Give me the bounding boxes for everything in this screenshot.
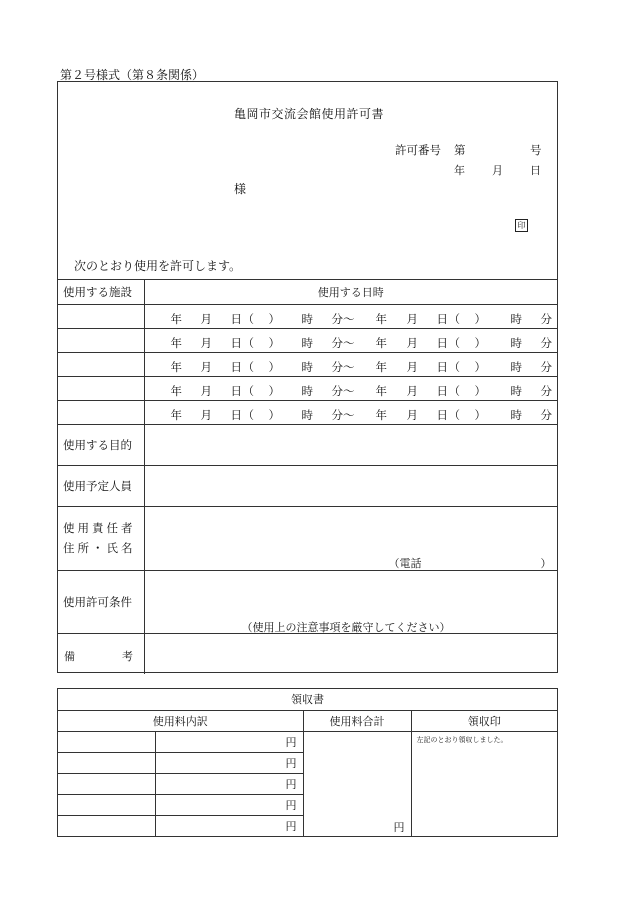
receipt-stamp-cell[interactable] [411, 731, 557, 836]
fee-item-cell[interactable] [58, 815, 155, 836]
phone-close: ） [540, 556, 552, 570]
dt-to-month: 月 [406, 383, 418, 398]
facility-cell[interactable] [58, 328, 144, 352]
remarks-label [58, 633, 144, 674]
dt-to-minute: 分 [540, 359, 552, 374]
dt-to-month: 月 [406, 311, 418, 326]
dt-to-paren-close: ） [474, 335, 486, 350]
issue-date-month: 月 [492, 164, 503, 177]
people-field[interactable] [144, 465, 557, 506]
issue-date-year: 年 [454, 164, 465, 177]
conditions-notice: （使用上の注意事項を厳守してください） [241, 620, 451, 634]
dt-from-paren-open: （ [242, 407, 254, 422]
receipt-title: 領収書 [58, 689, 557, 710]
remarks-label-a: 備 [64, 649, 75, 663]
dt-from-day: 日 [230, 407, 242, 422]
permit-number-prefix: 第 [454, 143, 466, 157]
facility-cell[interactable] [58, 352, 144, 376]
dt-from-paren-close: ） [268, 407, 280, 422]
responsible-label-line1: 使用責任者 [63, 521, 136, 535]
dt-from-minute: 分～ [331, 407, 355, 422]
datetime-row[interactable] [144, 352, 557, 376]
receipt-table [58, 689, 557, 837]
datetime-row[interactable] [144, 304, 557, 328]
purpose-label: 使用する目的 [58, 424, 144, 465]
phone-label: （電話 [388, 556, 422, 570]
dt-to-paren-close: ） [474, 359, 486, 374]
dt-to-hour: 時 [510, 359, 522, 374]
dt-from-hour: 時 [301, 407, 313, 422]
dt-from-hour: 時 [301, 359, 313, 374]
page-title: 亀岡市交流会館使用許可書 [234, 107, 385, 121]
dt-to-year: 年 [375, 311, 387, 326]
facility-cell[interactable] [58, 304, 144, 328]
issue-date-day: 日 [530, 164, 541, 177]
responsible-field[interactable] [144, 506, 557, 570]
dt-from-day: 日 [230, 335, 242, 350]
dt-from-month: 月 [200, 359, 212, 374]
dt-to-day: 日 [436, 359, 448, 374]
conditions-label: 使用許可条件 [58, 570, 144, 633]
dt-to-minute: 分 [540, 383, 552, 398]
fee-amount-cell[interactable]: 円 [155, 773, 303, 794]
permit-statement: 次のとおり使用を許可します。 [74, 259, 242, 273]
dt-from-hour: 時 [301, 311, 313, 326]
dt-from-hour: 時 [301, 383, 313, 398]
dt-from-paren-close: ） [268, 383, 280, 398]
addressee-honorific: 様 [234, 182, 247, 196]
dt-to-hour: 時 [510, 311, 522, 326]
dt-to-paren-open: （ [448, 335, 460, 350]
dt-from-year: 年 [170, 359, 182, 374]
dt-from-paren-close: ） [268, 311, 280, 326]
dt-from-paren-open: （ [242, 383, 254, 398]
dt-to-month: 月 [406, 335, 418, 350]
datetime-row[interactable] [144, 328, 557, 352]
dt-from-year: 年 [170, 311, 182, 326]
dt-to-hour: 時 [510, 383, 522, 398]
dt-to-day: 日 [436, 335, 448, 350]
dt-to-paren-open: （ [448, 383, 460, 398]
dt-to-hour: 時 [510, 335, 522, 350]
dt-to-minute: 分 [540, 335, 552, 350]
dt-to-month: 月 [406, 359, 418, 374]
remarks-field[interactable] [144, 633, 557, 674]
dt-from-month: 月 [200, 335, 212, 350]
fee-total-cell[interactable] [303, 731, 411, 836]
dt-from-day: 日 [230, 311, 242, 326]
dt-to-year: 年 [375, 359, 387, 374]
fee-total-header: 使用料合計 [303, 710, 411, 731]
dt-from-month: 月 [200, 383, 212, 398]
facility-header: 使用する施設 [58, 280, 144, 304]
dt-from-month: 月 [200, 311, 212, 326]
dt-to-hour: 時 [510, 407, 522, 422]
fee-item-cell[interactable] [58, 731, 155, 752]
purpose-field[interactable] [144, 424, 557, 465]
receipt-stamp-header: 領収印 [411, 710, 557, 731]
dt-from-paren-open: （ [242, 311, 254, 326]
fee-total-yen: 円 [393, 820, 405, 834]
responsible-label [58, 506, 144, 570]
permit-form [57, 81, 558, 673]
dt-from-paren-open: （ [242, 335, 254, 350]
dt-to-day: 日 [436, 311, 448, 326]
permit-number-suffix: 号 [530, 143, 542, 157]
fee-item-cell[interactable] [58, 773, 155, 794]
dt-to-year: 年 [375, 407, 387, 422]
dt-to-paren-open: （ [448, 407, 460, 422]
responsible-label-line2: 住所・氏名 [63, 541, 136, 555]
dt-to-minute: 分 [540, 311, 552, 326]
dt-to-paren-close: ） [474, 383, 486, 398]
fee-amount-cell[interactable]: 円 [155, 794, 303, 815]
permit-header [58, 82, 557, 280]
dt-from-minute: 分～ [331, 311, 355, 326]
dt-from-day: 日 [230, 383, 242, 398]
dt-to-paren-close: ） [474, 407, 486, 422]
dt-from-hour: 時 [301, 335, 313, 350]
permit-number-label: 許可番号 [395, 143, 441, 157]
datetime-header: 使用する日時 [144, 280, 557, 304]
dt-to-month: 月 [406, 407, 418, 422]
dt-from-minute: 分～ [331, 383, 355, 398]
dt-to-day: 日 [436, 383, 448, 398]
fee-item-cell[interactable] [58, 752, 155, 773]
facility-cell[interactable] [58, 400, 144, 424]
form-id: 第２号様式（第８条関係） [60, 68, 205, 82]
fee-breakdown-header: 使用料内訳 [58, 710, 303, 731]
dt-to-day: 日 [436, 407, 448, 422]
facility-cell[interactable] [58, 376, 144, 400]
fee-amount-cell[interactable]: 円 [155, 731, 303, 752]
dt-to-minute: 分 [540, 407, 552, 422]
fee-item-cell[interactable] [58, 794, 155, 815]
dt-from-paren-open: （ [242, 359, 254, 374]
fee-amount-cell[interactable]: 円 [155, 752, 303, 773]
dt-from-day: 日 [230, 359, 242, 374]
people-label: 使用予定人員 [58, 465, 144, 506]
dt-from-minute: 分～ [331, 335, 355, 350]
dt-to-paren-close: ） [474, 311, 486, 326]
receipt-stamp-note: 左記のとおり領収しました。 [416, 735, 508, 744]
datetime-row[interactable] [144, 400, 557, 424]
dt-from-paren-close: ） [268, 359, 280, 374]
dt-from-paren-close: ） [268, 335, 280, 350]
dt-to-year: 年 [375, 383, 387, 398]
usage-table [58, 280, 557, 674]
remarks-label-b: 考 [122, 649, 133, 663]
fee-amount-cell[interactable]: 円 [155, 815, 303, 836]
dt-from-year: 年 [170, 335, 182, 350]
dt-from-month: 月 [200, 407, 212, 422]
datetime-row[interactable] [144, 376, 557, 400]
dt-to-year: 年 [375, 335, 387, 350]
dt-to-paren-open: （ [448, 311, 460, 326]
dt-to-paren-open: （ [448, 359, 460, 374]
receipt-form [57, 688, 558, 837]
dt-from-year: 年 [170, 407, 182, 422]
dt-from-year: 年 [170, 383, 182, 398]
dt-from-minute: 分～ [331, 359, 355, 374]
conditions-field[interactable] [144, 570, 557, 633]
seal-icon: 印 [515, 219, 528, 232]
